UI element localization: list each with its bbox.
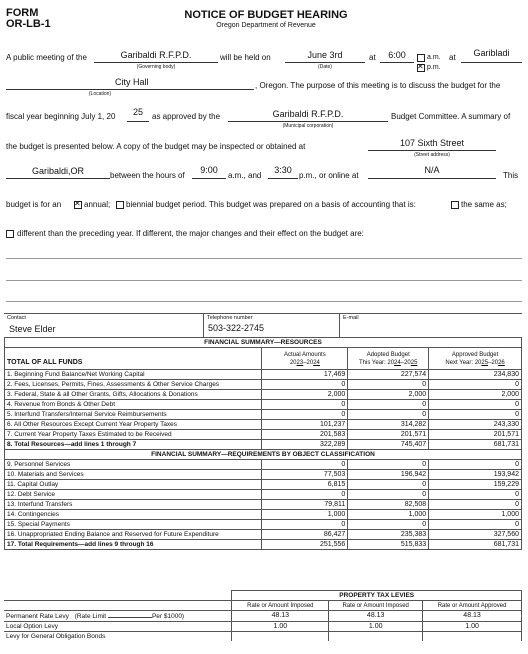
requirement-row-label: 13. Interfund Transfers: [5, 500, 262, 510]
requirement-row-value-2: 196,942: [348, 470, 429, 480]
meeting-time-value: 6:00: [388, 50, 406, 60]
local-option-label: Local Option Levy: [4, 622, 232, 632]
requirement-row-value-1: 0: [262, 490, 348, 500]
col-approved-years: Next Year: 2025–2026: [445, 359, 505, 366]
hours-from-line: [192, 178, 226, 179]
held-on-text: will be held on: [220, 53, 271, 62]
pm-checkbox[interactable]: [417, 64, 425, 72]
bonds-levy-label: Levy for General Obligation Bonds: [4, 632, 232, 642]
col-actual-header: [262, 348, 348, 370]
approved-by-text: as approved by the: [152, 112, 221, 121]
property-tax-table: [4, 590, 522, 641]
requirement-row-value-2: 82,508: [348, 500, 429, 510]
place-value: Garibladi: [473, 48, 510, 58]
blank-line-3: [6, 301, 522, 302]
municipal-caption: (Municipal corporation): [282, 123, 334, 129]
tax-section-title: PROPERTY TAX LEVIES: [232, 591, 522, 601]
resource-row-value-3: 0: [429, 400, 522, 410]
resource-row-value-2: 0: [348, 410, 429, 420]
resource-row-label: 2. Fees, Licenses, Permits, Fines, Assessments & Other Service Charges: [5, 380, 262, 390]
form-id: OR-LB-1: [6, 18, 51, 30]
requirement-row-label: 15. Special Payments: [5, 520, 262, 530]
requirement-row-value-2: 0: [348, 460, 429, 470]
resource-row-value-3: 243,330: [429, 420, 522, 430]
at-text-2: at: [449, 53, 456, 62]
place-line: [461, 62, 522, 63]
requirement-row: [5, 460, 522, 470]
requirement-row: [5, 530, 522, 540]
resource-row-value-2: 227,574: [348, 370, 429, 380]
fiscal-year-value: 25: [132, 107, 143, 117]
resource-row-value-1: 101,237: [262, 420, 348, 430]
presented-text: the budget is presented below. A copy of the budget may be inspected or obtained at: [6, 142, 306, 151]
resource-row-value-1: 0: [262, 400, 348, 410]
requirement-row-value-3: 0: [429, 520, 522, 530]
permanent-rate-label: Permanent Rate Levy (Rate Limit Per $1000): [4, 611, 232, 622]
date-caption: (Date): [318, 64, 332, 70]
municipal-corp-value: Garibaldi R.F.P.D.: [272, 109, 344, 119]
requirement-row-value-3: 0: [429, 500, 522, 510]
financial-summary-table: [4, 337, 522, 550]
committee-text: Budget Committee. A summary of: [391, 112, 511, 121]
requirement-row-value-1: 6,815: [262, 480, 348, 490]
street-caption: (Street address): [414, 152, 450, 158]
resource-row-value-1: 2,000: [262, 390, 348, 400]
am-checkbox[interactable]: [417, 54, 425, 62]
requirement-row: [5, 480, 522, 490]
blank-line-1: [6, 258, 522, 259]
governing-body-line: [94, 62, 218, 63]
form-title: NOTICE OF BUDGET HEARING: [184, 9, 348, 21]
contact-divider-1: [203, 313, 204, 337]
requirement-row-value-2: 0: [348, 490, 429, 500]
requirement-row-value-1: 0: [262, 520, 348, 530]
requirement-row-label: 12. Debt Service: [5, 490, 262, 500]
contact-name-value: Steve Elder: [9, 324, 56, 334]
requirement-row-value-3: 1,000: [429, 510, 522, 520]
col-approved-header: [429, 348, 522, 370]
budget-for-text: budget is for an: [6, 200, 62, 209]
location-caption: (Location): [88, 91, 112, 97]
resource-row-value-1: 0: [262, 410, 348, 420]
permanent-value-1: 48.13: [232, 611, 329, 622]
contact-divider-2: [339, 313, 340, 337]
requirement-row-value-2: 0: [348, 480, 429, 490]
resource-row: [5, 400, 522, 410]
pm-online-text: p.m., or online at: [299, 171, 359, 180]
tax-col-1: Rate or Amount Imposed: [232, 601, 329, 611]
street-address-value: 107 Sixth Street: [399, 138, 465, 148]
resource-row-label: 1. Beginning Fund Balance/Net Working Capital: [5, 370, 262, 380]
resource-row-value-1: 17,469: [262, 370, 348, 380]
meeting-prefix: A public meeting of the: [6, 53, 87, 62]
col-adopted-title: Adopted Budget: [366, 351, 410, 358]
requirement-row: [5, 490, 522, 500]
resource-row-label: 6. All Other Resources Except Current Year Property Taxes: [5, 420, 262, 430]
time-line: [380, 62, 414, 63]
col-approved-title: Approved Budget: [451, 351, 499, 358]
am-label: a.m.: [427, 54, 441, 61]
resource-row-value-3: 2,000: [429, 390, 522, 400]
col-actual-years: 2023–2024: [289, 359, 320, 366]
requirement-row-label: 16. Unappropriated Ending Balance and Reserved for Future Expenditure: [5, 530, 262, 540]
requirement-row-value-1: 77,503: [262, 470, 348, 480]
form-label: FORM: [6, 7, 39, 19]
resource-row-value-2: 2,000: [348, 390, 429, 400]
resource-row-value-2: 314,282: [348, 420, 429, 430]
resources-section-title: FINANCIAL SUMMARY—RESOURCES: [5, 338, 522, 348]
online-line: [368, 178, 496, 179]
requirement-row-label: 14. Contingencies: [5, 510, 262, 520]
at-text: at: [369, 53, 376, 62]
annual-checkbox[interactable]: [74, 201, 82, 209]
requirement-row-label: 11. Capital Outlay: [5, 480, 262, 490]
fiscal-year-text: fiscal year beginning July 1, 20: [6, 112, 116, 121]
permanent-value-2: 48.13: [329, 611, 423, 622]
resource-row-value-3: 234,830: [429, 370, 522, 380]
location-line: [6, 89, 254, 90]
resource-row-value-1: 201,583: [262, 430, 348, 440]
online-value: N/A: [424, 165, 440, 175]
resource-row-label: 8. Total Resources—add lines 1 through 7: [5, 440, 262, 450]
phone-value: 503-322-2745: [208, 323, 265, 333]
same-as-checkbox[interactable]: [451, 201, 459, 209]
same-as-label: the same as;: [461, 200, 507, 209]
form-subtitle: Oregon Department of Revenue: [216, 22, 316, 29]
resource-row-label: 3. Federal, State & all Other Grants, Gifts, Allocations & Donations: [5, 390, 262, 400]
requirement-row-value-2: 1,000: [348, 510, 429, 520]
resource-row-value-3: 681,731: [429, 440, 522, 450]
requirement-row: [5, 540, 522, 550]
total-of-all-funds-label: TOTAL OF ALL FUNDS: [5, 348, 262, 370]
requirement-row-label: 10. Materials and Services: [5, 470, 262, 480]
resource-row-value-3: 0: [429, 380, 522, 390]
hours-from-value: 9:00: [200, 165, 218, 175]
different-checkbox[interactable]: [6, 230, 14, 238]
resource-row-value-3: 201,571: [429, 430, 522, 440]
requirement-row-value-3: 193,942: [429, 470, 522, 480]
resource-row: [5, 390, 522, 400]
permanent-value-3: 48.13: [423, 611, 522, 622]
requirement-row-value-2: 0: [348, 520, 429, 530]
contact-top-border: [4, 313, 522, 314]
between-hours-text: between the hours of: [110, 171, 185, 180]
biennial-text: biennial budget period. This budget was prepared on a basis of accounting that is:: [126, 200, 416, 209]
requirement-row-value-3: 327,560: [429, 530, 522, 540]
col-adopted-years: This Year: 2024–2025: [359, 359, 418, 366]
oregon-purpose-text: , Oregon. The purpose of this meeting is to discuss the budget for the: [255, 81, 501, 90]
annual-label: annual;: [84, 200, 111, 209]
am-and-text: a.m., and: [228, 171, 262, 180]
requirement-row-value-2: 235,383: [348, 530, 429, 540]
col-actual-title: Actual Amounts: [284, 351, 326, 358]
phone-label: Telephone number: [207, 315, 253, 321]
meeting-date-value: June 3rd: [307, 50, 343, 60]
municipal-line: [228, 121, 388, 122]
requirement-row-value-1: 251,556: [262, 540, 348, 550]
resource-row-value-1: 322,289: [262, 440, 348, 450]
resource-row-label: 5. Interfund Transfers/Internal Service Reimbursements: [5, 410, 262, 420]
resource-row: [5, 410, 522, 420]
this-text: This: [503, 171, 519, 180]
location-value: City Hall: [115, 77, 149, 87]
requirement-row-label: 9. Personnel Services: [5, 460, 262, 470]
contact-label: Contact: [7, 315, 26, 321]
hours-to-value: 3:30: [274, 165, 292, 175]
resource-row-value-2: 745,407: [348, 440, 429, 450]
resource-row-label: 7. Current Year Property Taxes Estimated to be Received: [5, 430, 262, 440]
requirement-row-value-2: 515,833: [348, 540, 429, 550]
governing-body-caption: (Governing body): [136, 64, 176, 70]
resource-row: [5, 430, 522, 440]
resource-row: [5, 420, 522, 430]
requirement-row-value-1: 0: [262, 460, 348, 470]
col-adopted-header: [348, 348, 429, 370]
requirement-row: [5, 500, 522, 510]
different-text: different than the preceding year. If different, the major changes and their effect on the budget are:: [17, 229, 364, 238]
biennial-checkbox[interactable]: [116, 201, 124, 209]
resource-row-value-2: 0: [348, 380, 429, 390]
resource-row-label: 4. Revenue from Bonds & Other Debt: [5, 400, 262, 410]
requirement-row-value-3: 159,229: [429, 480, 522, 490]
resource-row: [5, 380, 522, 390]
governing-body-value: Garibaldi R.F.P.D.: [120, 50, 192, 60]
local-value-3: 1.00: [423, 622, 522, 632]
local-value-1: 1.00: [232, 622, 329, 632]
blank-line-2: [6, 280, 522, 281]
requirement-row-value-1: 79,811: [262, 500, 348, 510]
city-line: [6, 178, 110, 179]
requirement-row: [5, 470, 522, 480]
local-value-2: 1.00: [329, 622, 423, 632]
resource-row-value-2: 0: [348, 400, 429, 410]
street-line: [368, 150, 496, 151]
email-label: E-mail: [343, 315, 359, 321]
requirement-row: [5, 510, 522, 520]
hours-to-line: [268, 178, 298, 179]
resource-row-value-3: 0: [429, 410, 522, 420]
requirement-row-value-3: 681,731: [429, 540, 522, 550]
requirement-row-value-1: 86,427: [262, 530, 348, 540]
resource-row-value-2: 201,571: [348, 430, 429, 440]
requirement-row: [5, 520, 522, 530]
tax-col-3: Rate or Amount Approved: [423, 601, 522, 611]
resource-row-value-1: 0: [262, 380, 348, 390]
tax-col-2: Rate or Amount Imposed: [329, 601, 423, 611]
requirements-section-title: FINANCIAL SUMMARY—REQUIREMENTS BY OBJECT CLASSIFICATION: [5, 450, 522, 460]
requirement-row-value-3: 0: [429, 460, 522, 470]
fiscal-year-line: [127, 121, 149, 122]
resource-row: [5, 370, 522, 380]
requirement-row-value-1: 1,000: [262, 510, 348, 520]
city-value: Garibaldi,OR: [32, 166, 85, 176]
date-line: [285, 62, 365, 63]
resource-row: [5, 440, 522, 450]
requirement-row-value-3: 0: [429, 490, 522, 500]
pm-label: p.m.: [427, 64, 441, 71]
requirement-row-label: 17. Total Requirements—add lines 9 through 16: [5, 540, 262, 550]
